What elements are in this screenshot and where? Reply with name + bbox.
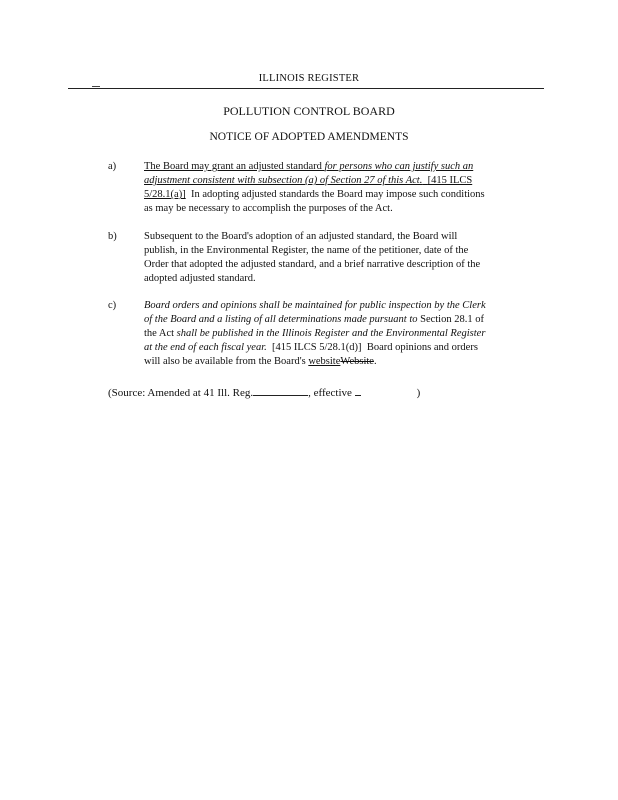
para-c-line3-italic: shall be published in the Illinois Register and the Environmental Register	[176, 328, 486, 339]
agency-title: POLLUTION CONTROL BOARD	[223, 104, 395, 118]
para-c-line2-plain: Section 28.1 of	[420, 314, 484, 325]
register-header: ILLINOIS REGISTER	[258, 73, 360, 84]
paragraph-a-label: a)	[108, 161, 117, 172]
para-b-line2: publish, in the Environmental Register, the name of the petitioner, date of the	[144, 245, 469, 256]
source-effective-blank	[355, 385, 361, 396]
para-c-line5-end: .	[373, 356, 377, 367]
para-c-website-struck: Website	[340, 356, 374, 367]
para-a-line3-rest: In adopting adjusted standards the Board may impose such conditions	[190, 189, 485, 200]
para-c-line3-plain: the Act	[144, 328, 177, 339]
para-b-line4: adopted adjusted standard.	[144, 273, 256, 284]
source-note	[108, 385, 420, 399]
para-b-line3: Order that adopted the adjusted standard, and a brief narrative description of the	[144, 259, 481, 270]
para-a-line1-plain: The Board may grant an adjusted standard	[144, 161, 325, 172]
para-c-line4-cite: [415 ILCS 5/28.1(d)]	[272, 342, 362, 353]
para-c-website-underlined: website	[308, 356, 341, 367]
para-c-line4-italic: at the end of each fiscal year.	[144, 342, 267, 353]
header-rule	[68, 88, 544, 89]
paragraph-a-text	[144, 160, 540, 216]
source-prefix: (Source: Amended at 41 Ill. Reg.	[108, 387, 254, 399]
para-b-line1: Subsequent to the Board's adoption of an adjusted standard, the Board will	[144, 231, 458, 242]
paragraph-b-text	[144, 230, 540, 286]
source-reg-blank	[253, 385, 308, 396]
para-a-line2-cite: [415 ILCS	[427, 175, 473, 186]
paragraph-c-label: c)	[108, 300, 117, 311]
para-c-line5-pre: will also be available from the Board's	[144, 356, 309, 367]
source-effective-label: , effective	[308, 387, 352, 399]
para-c-line4-rest: Board opinions and orders	[366, 342, 478, 353]
para-a-line4: as may be necessary to accomplish the purposes of the Act.	[144, 203, 393, 214]
para-a-line3-cite: 5/28.1(a)]	[144, 189, 186, 200]
header-tick-mark	[92, 86, 100, 87]
para-c-line2-italic: of the Board and a listing of all determinations made pursuant to	[144, 314, 421, 325]
para-a-line1-italic: for persons who can justify such an	[324, 161, 474, 172]
paragraph-b-label: b)	[108, 231, 117, 242]
para-c-line1-italic: Board orders and opinions shall be maintained for public inspection by the Clerk	[144, 300, 486, 311]
source-suffix: )	[416, 387, 421, 399]
paragraph-c-text	[144, 299, 540, 369]
para-a-line2-italic: adjustment consistent with subsection (a) of Section 27 of this Act.	[144, 175, 423, 186]
notice-title: NOTICE OF ADOPTED AMENDMENTS	[209, 131, 409, 143]
